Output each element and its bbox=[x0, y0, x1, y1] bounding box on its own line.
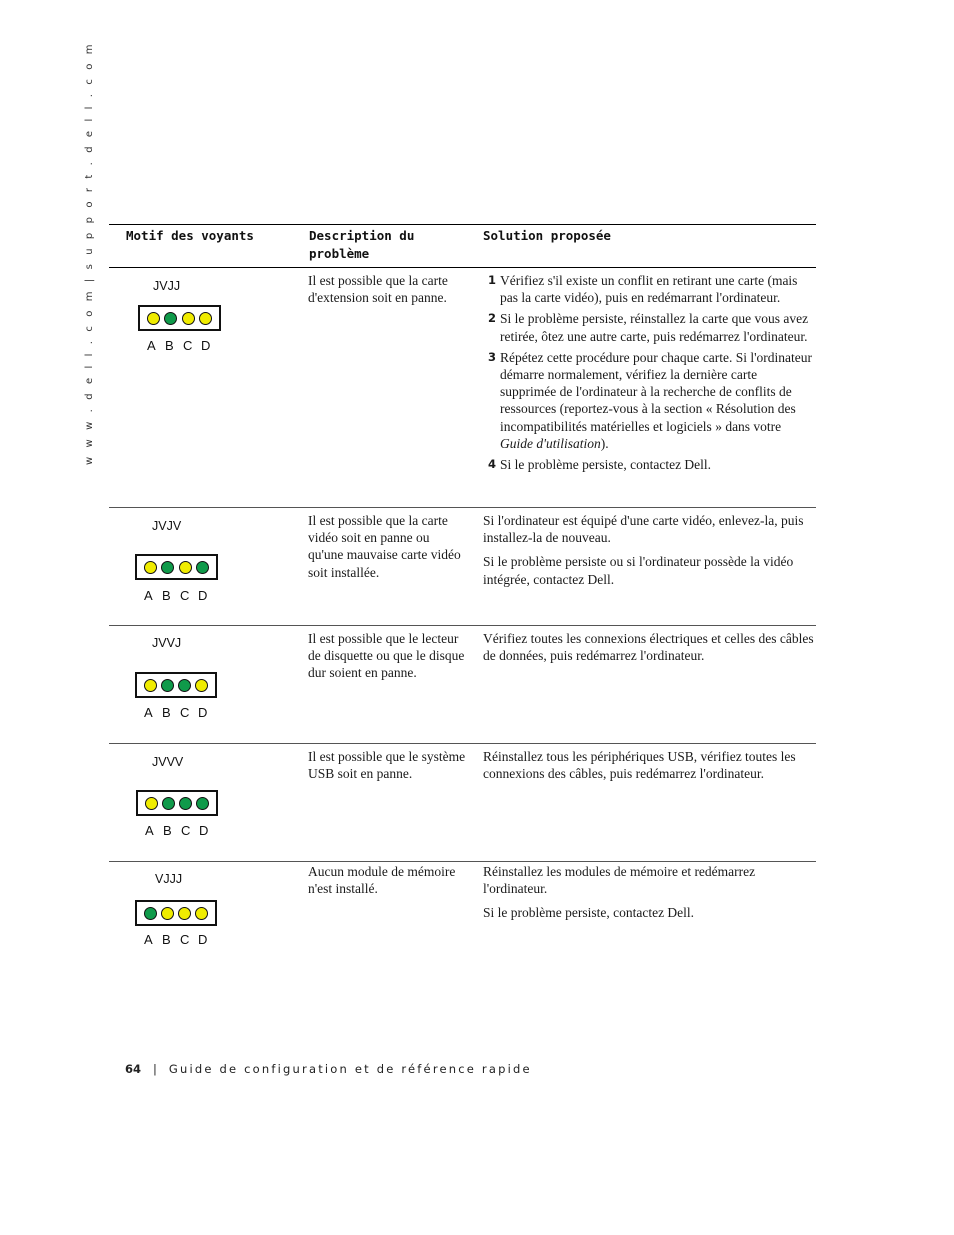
letter-a: A bbox=[144, 932, 153, 947]
problem-description: Il est possible que la carte vidéo soit en panne ou qu'une mauvaise carte vidéo soit installée. bbox=[308, 513, 461, 580]
diagnostic-lights bbox=[135, 672, 217, 698]
solution-step bbox=[483, 349, 816, 452]
light-d-icon bbox=[196, 561, 209, 574]
light-a-icon bbox=[144, 561, 157, 574]
letter-d: D bbox=[201, 338, 211, 353]
table-row bbox=[109, 508, 816, 626]
sidebar-url: w w w . d e l l . c o m | s u p p o r t . d e l l . c o m bbox=[84, 41, 95, 465]
letter-a: A bbox=[145, 823, 154, 838]
letter-d: D bbox=[198, 705, 208, 720]
letter-c: C bbox=[180, 588, 190, 603]
step-text: Vérifiez s'il existe un conflit en retirant une carte (mais pas la carte vidéo), puis en redémarrant l'ordinateur. bbox=[500, 273, 798, 306]
light-b-icon bbox=[161, 679, 174, 692]
step-number: 2 bbox=[488, 311, 497, 326]
letter-b: B bbox=[162, 588, 171, 603]
light-c-icon bbox=[179, 561, 192, 574]
light-b-icon bbox=[161, 561, 174, 574]
letter-b: B bbox=[165, 338, 174, 353]
letter-b: B bbox=[163, 823, 172, 838]
problem-description: Il est possible que le système USB soit en panne. bbox=[308, 749, 466, 782]
solution-text bbox=[483, 630, 816, 671]
light-a-icon bbox=[144, 907, 157, 920]
solution-steps bbox=[483, 272, 816, 477]
table-row bbox=[109, 744, 816, 862]
diagnostic-lights bbox=[135, 554, 218, 580]
letter-d: D bbox=[198, 932, 208, 947]
footer-title: Guide de configuration et de référence rapide bbox=[168, 1062, 532, 1076]
solution-paragraph: Si l'ordinateur est équipé d'une carte vidéo, enlevez-la, puis installez-la de nouveau. bbox=[483, 513, 804, 546]
step-number: 4 bbox=[488, 457, 497, 472]
solution-paragraph: Réinstallez tous les périphériques USB, vérifiez toutes les connexions des câbles, puis redémarrez l'ordinateur. bbox=[483, 749, 796, 782]
light-pattern-code: JVVV bbox=[152, 755, 184, 769]
guide-title: Guide d'utilisation bbox=[500, 435, 601, 451]
light-a-icon bbox=[147, 312, 160, 325]
diagnostic-lights bbox=[136, 790, 218, 816]
letter-a: A bbox=[144, 588, 153, 603]
letter-c: C bbox=[180, 932, 190, 947]
table-row bbox=[109, 862, 816, 972]
step-text-end: ). bbox=[600, 435, 609, 451]
header-pattern: Motif des voyants bbox=[126, 228, 254, 243]
solution-paragraph: Réinstallez les modules de mémoire et redémarrez l'ordinateur. bbox=[483, 864, 756, 897]
light-c-icon bbox=[182, 312, 195, 325]
header-solution: Solution proposée bbox=[483, 228, 611, 243]
problem-description: Il est possible que la carte d'extension soit en panne. bbox=[308, 273, 448, 306]
letter-b: B bbox=[162, 705, 171, 720]
solution-step bbox=[483, 272, 816, 306]
light-letters bbox=[145, 823, 217, 838]
letter-d: D bbox=[198, 588, 208, 603]
step-number: 1 bbox=[488, 273, 497, 287]
step-text: Répétez cette procédure pour chaque carte. Si l'ordinateur démarre normalement, vérifiez la dernière carte supprimée de l'ordinateur à la recherche de conflits de ressources (reportez-vous à la section « Résolution des incompatibilités matérielles et logiciels » dans votre bbox=[500, 349, 813, 434]
light-d-icon bbox=[199, 312, 212, 325]
light-b-icon bbox=[161, 907, 174, 920]
table-header bbox=[109, 224, 816, 268]
light-c-icon bbox=[179, 797, 192, 810]
light-a-icon bbox=[144, 679, 157, 692]
solution-step bbox=[483, 456, 816, 473]
light-pattern-code: JVVJ bbox=[152, 636, 182, 650]
footer-separator: | bbox=[153, 1062, 157, 1076]
diagnostic-lights-table bbox=[109, 224, 816, 972]
light-c-icon bbox=[178, 907, 191, 920]
letter-a: A bbox=[147, 338, 156, 353]
solution-paragraph: Si le problème persiste, contactez Dell. bbox=[483, 905, 695, 921]
step-text: Si le problème persiste, contactez Dell. bbox=[500, 457, 712, 473]
light-letters bbox=[144, 588, 216, 603]
light-b-icon bbox=[162, 797, 175, 810]
solution-text bbox=[483, 512, 816, 595]
light-letters bbox=[147, 338, 219, 353]
letter-c: C bbox=[183, 338, 193, 353]
light-a-icon bbox=[145, 797, 158, 810]
light-pattern-code: JVJJ bbox=[153, 279, 181, 293]
light-letters bbox=[144, 705, 216, 720]
light-pattern-code: VJJJ bbox=[155, 872, 183, 886]
light-b-icon bbox=[164, 312, 177, 325]
solution-text bbox=[483, 748, 816, 789]
light-pattern-code: JVJV bbox=[152, 519, 182, 533]
letter-c: C bbox=[180, 705, 190, 720]
light-d-icon bbox=[195, 907, 208, 920]
page-footer bbox=[125, 1062, 532, 1076]
page-number: 64 bbox=[125, 1062, 142, 1076]
header-description: Description du problème bbox=[309, 228, 415, 261]
solution-paragraph: Vérifiez toutes les connexions électriques et celles des câbles de données, puis redémarrez l'ordinateur. bbox=[483, 631, 814, 664]
letter-d: D bbox=[199, 823, 209, 838]
light-letters bbox=[144, 932, 216, 947]
light-c-icon bbox=[178, 679, 191, 692]
solution-paragraph: Si le problème persiste ou si l'ordinateur possède la vidéo intégrée, contactez Dell. bbox=[483, 554, 794, 587]
step-number: 3 bbox=[488, 349, 497, 364]
light-d-icon bbox=[195, 679, 208, 692]
table-row bbox=[109, 268, 816, 508]
letter-b: B bbox=[162, 932, 171, 947]
solution-step bbox=[483, 310, 816, 344]
solution-text bbox=[483, 863, 816, 929]
letter-c: C bbox=[181, 823, 191, 838]
light-d-icon bbox=[196, 797, 209, 810]
problem-description: Aucun module de mémoire n'est installé. bbox=[308, 864, 456, 897]
diagnostic-lights bbox=[135, 900, 217, 926]
letter-a: A bbox=[144, 705, 153, 720]
table-row bbox=[109, 626, 816, 744]
problem-description: Il est possible que le lecteur de disquette ou que le disque dur soient en panne. bbox=[308, 631, 465, 681]
diagnostic-lights bbox=[138, 305, 221, 331]
step-text: Si le problème persiste, réinstallez la carte que vous avez retirée, ôtez une autre carte, puis redémarrez l'ordinateur. bbox=[500, 311, 809, 344]
